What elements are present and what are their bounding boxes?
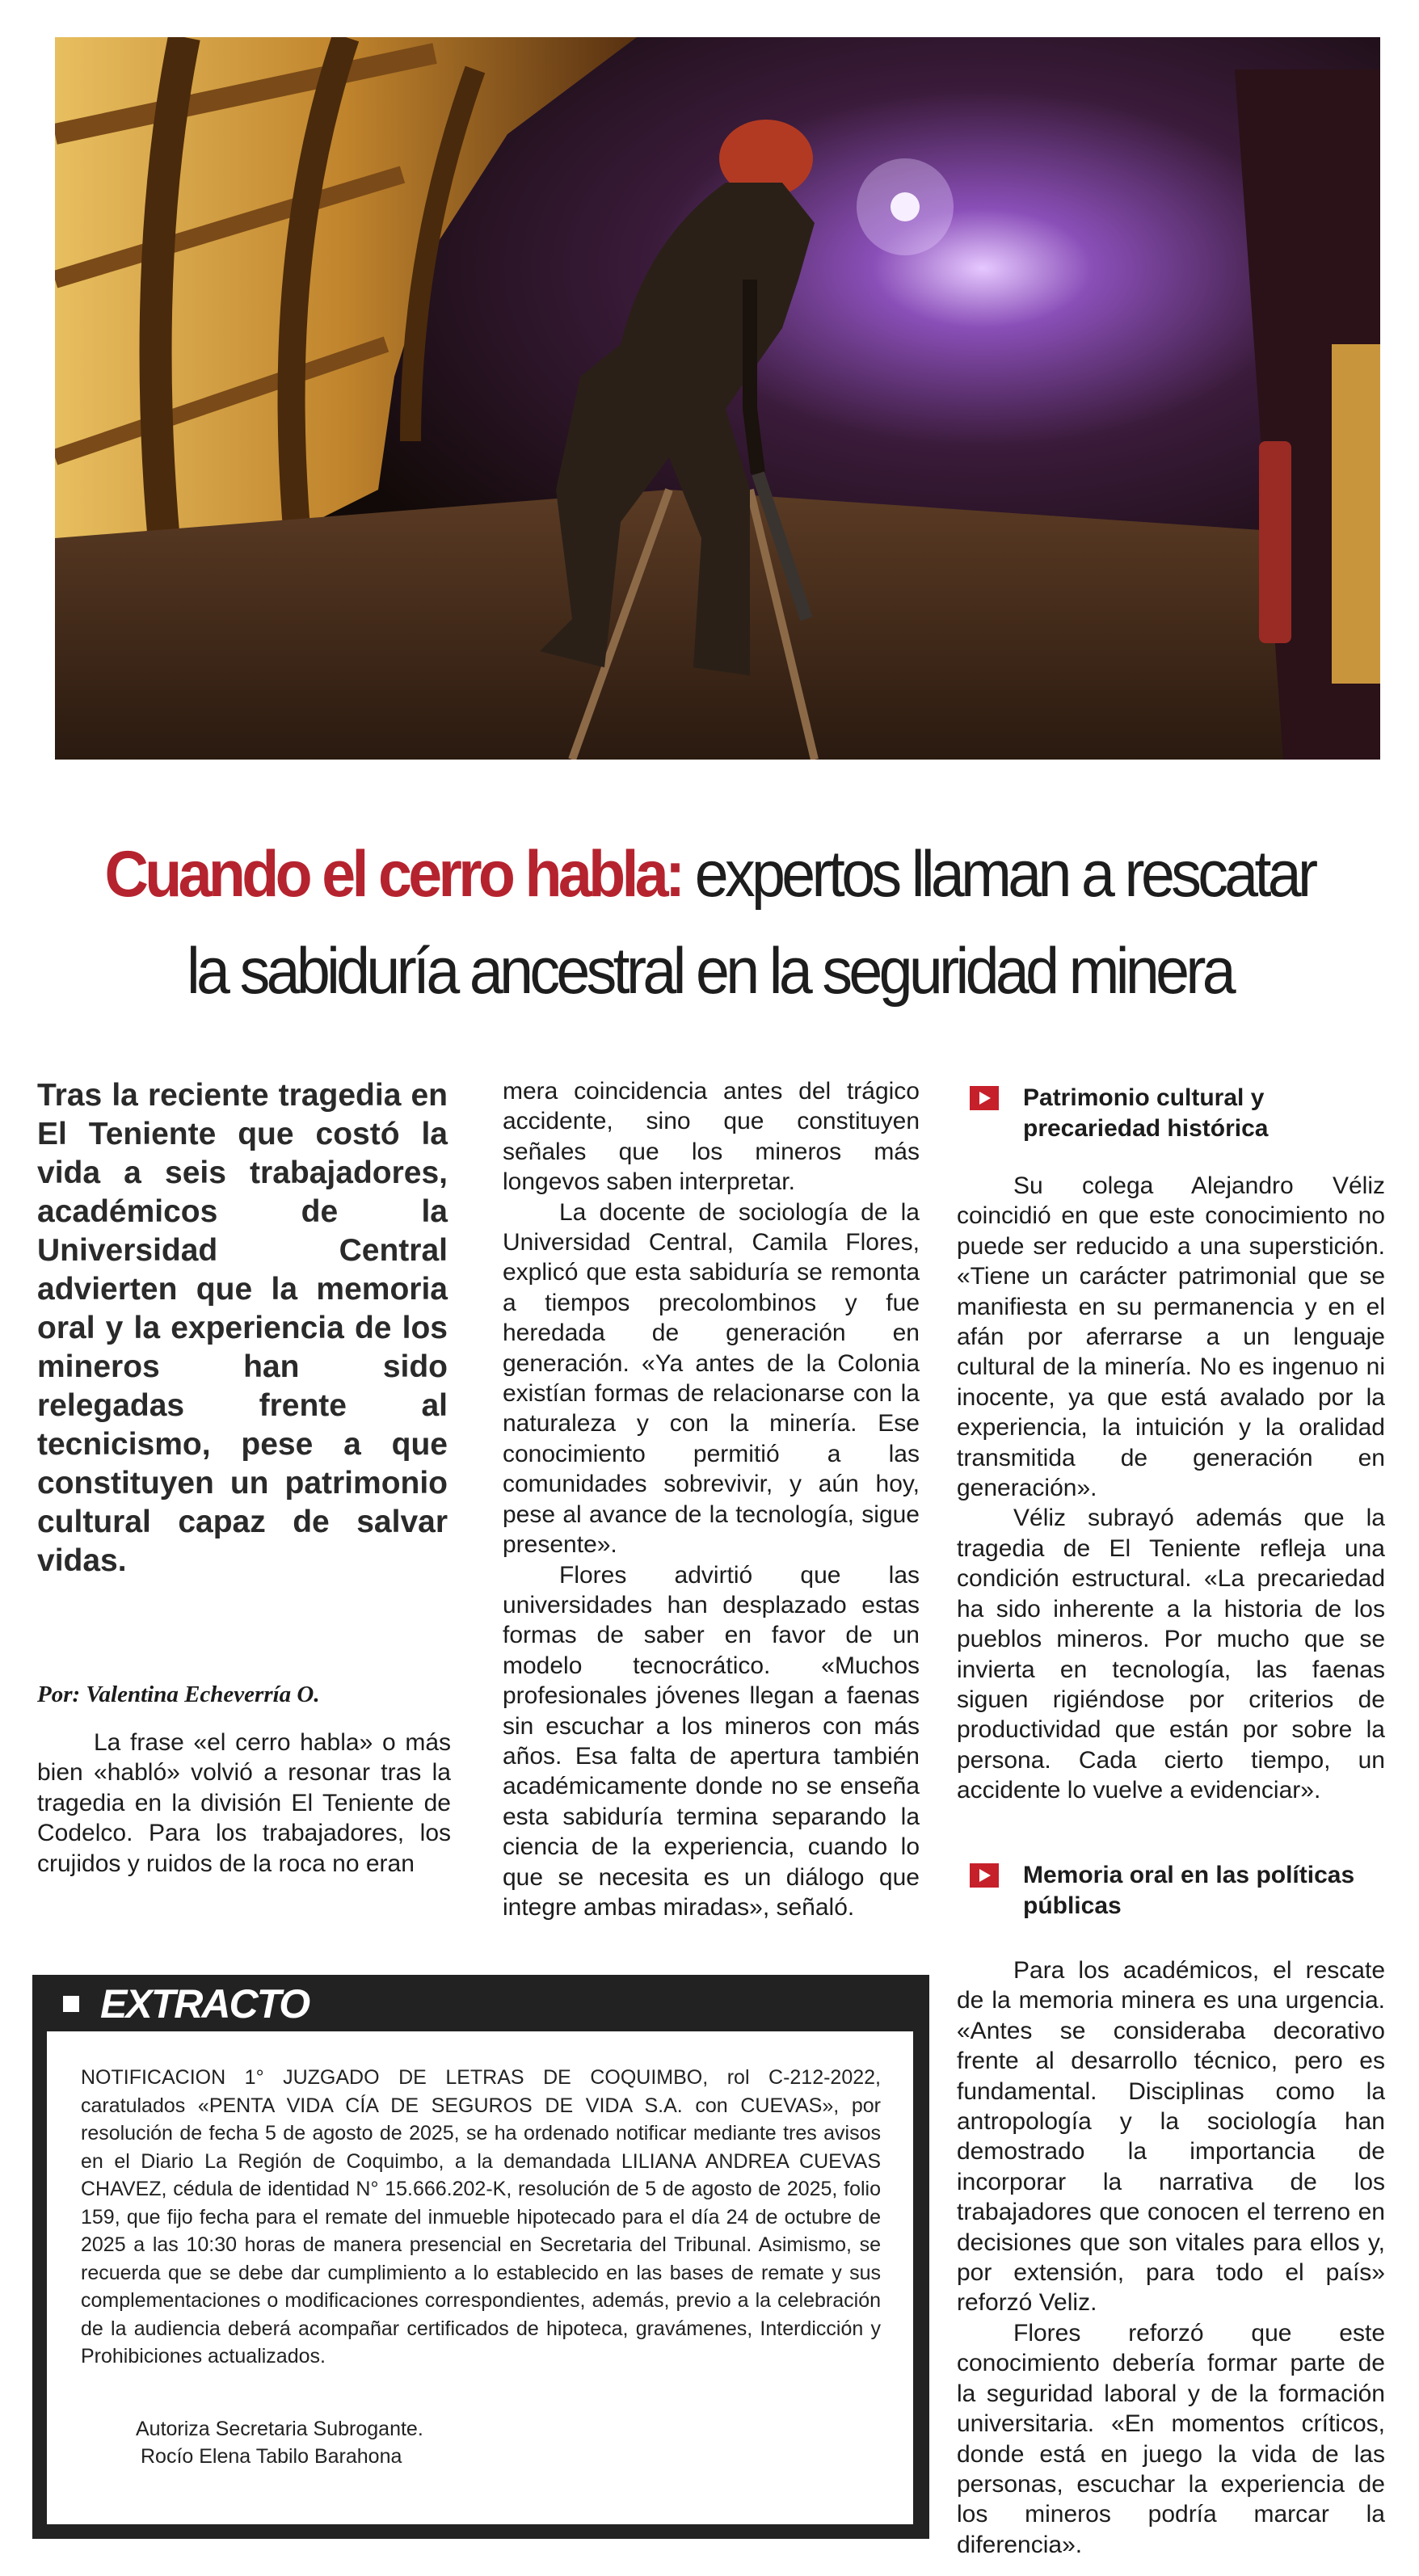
byline: Por: Valentina Echeverría O. [37, 1682, 320, 1707]
paragraph: Para los académicos, el rescate de la memoria minera es una urgencia. «Antes se consideraba decorativo frente al desarrollo técnico, pero es fundamental. Disciplinas como la antropología y la sociología han demostrado la importancia de incorporar la narrativa de los trabajadores que conocen el terreno en decisiones que son vitales para ellos y, por extensión, para todo el país» reforzó Veliz. [957, 1957, 1385, 2317]
paragraph: Véliz subrayó además que la tragedia de El Teniente refleja una condición estructural. «La precariedad ha sido inherente a la historia de los pueblos mineros. Por mucho que se invierta en tecnología, las faenas siguen rigiéndose por criterios de productividad que están por sobre la persona. Cada cierto tiempo, un accidente lo vuelve a evidenciar». [957, 1505, 1385, 1804]
mine-photo [55, 37, 1380, 760]
paragraph: La docente de sociología de la Universidad Central, Camila Flores, explicó que esta sabiduría se remonta a tiempos precolombinos y fue heredada de generación en generación. «Ya antes de la Colonia existían formas de relacionarse con la naturaleza y con la minería. Ese conocimiento permitió a las comunidades sobrevivir, y aún hoy, pese al avance de la tecnología, sigue presente». [503, 1198, 920, 1559]
extracto-title: EXTRACTO [100, 1981, 309, 2027]
paragraph: La frase «el cerro habla» o más bien «habló» volvió a resonar tras la tragedia en la división El Teniente de Codelco. Para los trabajadores, los crujidos y ruidos de la roca no eran [37, 1729, 451, 1877]
column-1 [37, 1728, 451, 1879]
square-bullet-icon [63, 1996, 79, 2012]
extracto-header [32, 1975, 929, 2031]
paragraph: Su colega Alejandro Véliz coincidió en que este conocimiento no puede ser reducido a una superstición. «Tiene un carácter patrimonial que se manifiesta en su permanencia y en el afán por aferrarse a un lenguaje cultural de la minería. No es ingenuo ni inocente, ya que está avalado por la experiencia, la intuición y la oralidad transmitida de generación en generación». [957, 1172, 1385, 1502]
signature-line-2: Rocío Elena Tabilo Barahona [141, 2445, 402, 2468]
headline-line2: la sabiduría ancestral en la seguridad minera [186, 935, 1233, 1008]
headline-highlight: Cuando el cerro habla: [104, 838, 682, 911]
column-2 [503, 1076, 920, 1922]
paragraph: Flores advirtió que las universidades han desplazado estas formas de saber en favor de un modelo tecnocrático. «Muchos profesionales jóvenes llegan a faenas sin escuchar a los mineros con más años. Esa falta de apertura también académicamente donde no se enseña esta sabiduría termina separando la ciencia de la experiencia, cuando lo que se necesita es un diálogo que integre ambas miradas», señaló. [503, 1561, 920, 1921]
headline-line1-rest: expertos llaman a rescatar [681, 838, 1315, 911]
article-lead: Tras la reciente tragedia en El Teniente que costó la vida a seis trabajadores, académicos de la Universidad Central advierten que la memoria oral y la experiencia de los mineros han sido relegadas frente al tecnicismo, pese a que constituyen un patrimonio cultural capaz de salvar vidas. [37, 1078, 448, 1578]
paragraph: Flores reforzó que este conocimiento debería formar parte de la seguridad laboral y de la formación universitaria. «En momentos críticos, donde está en juego la vida de las personas, escuchar la experiencia de los mineros podría marcar la diferencia». [957, 2319, 1385, 2558]
extracto-body [47, 2031, 913, 2524]
paragraph: mera coincidencia antes del trágico accidente, sino que constituyen señales que los mineros más longevos saben interpretar. [503, 1078, 920, 1196]
legal-notice-text: NOTIFICACION 1° JUZGADO DE LETRAS DE COQUIMBO, rol C-212-2022, caratulados «PENTA VIDA CÍA DE SEGUROS DE VIDA S.A. con CUEVAS», por resolución de fecha 5 de agosto de 2025, se ha ordenado notificar mediante tres avisos en el Diario La Región de Coquimbo, a la demandada LILIANA ANDREA CUEVAS CHAVEZ, cédula de identidad N° 15.666.202-K, resolución de 5 de agosto de 2025, folio 159, que fijo fecha para el remate del inmueble hipotecado para el día 24 de octubre de 2025 a las 10:30 horas de manera presencial en Secretaria del Tribunal. Asimismo, se recuerda que se debe dar cumplimiento a lo establecido en las bases de remate y sus complementaciones o modificaciones correspondientes, además, previo a la celebración de la audiencia deberá acompañar certificados de hipoteca, gravámenes, Interdicción y Prohibiciones actualizados. [81, 2066, 881, 2368]
extracto-box [32, 1975, 929, 2539]
article-headline [80, 826, 1340, 1020]
miner-tunnel-illustration [55, 37, 1380, 760]
column-3-part-2 [957, 1955, 1385, 2560]
legal-notice-signature [136, 2415, 423, 2470]
column-3-part-1 [957, 1171, 1385, 1806]
play-arrow-icon [970, 1863, 999, 1888]
subhead-text: Patrimonio cultural y precariedad histórica [1023, 1084, 1269, 1142]
signature-line-1: Autoriza Secretaria Subrogante. [136, 2418, 423, 2440]
play-arrow-icon [970, 1086, 999, 1110]
subhead-text: Memoria oral en las políticas públicas [1023, 1862, 1355, 1919]
